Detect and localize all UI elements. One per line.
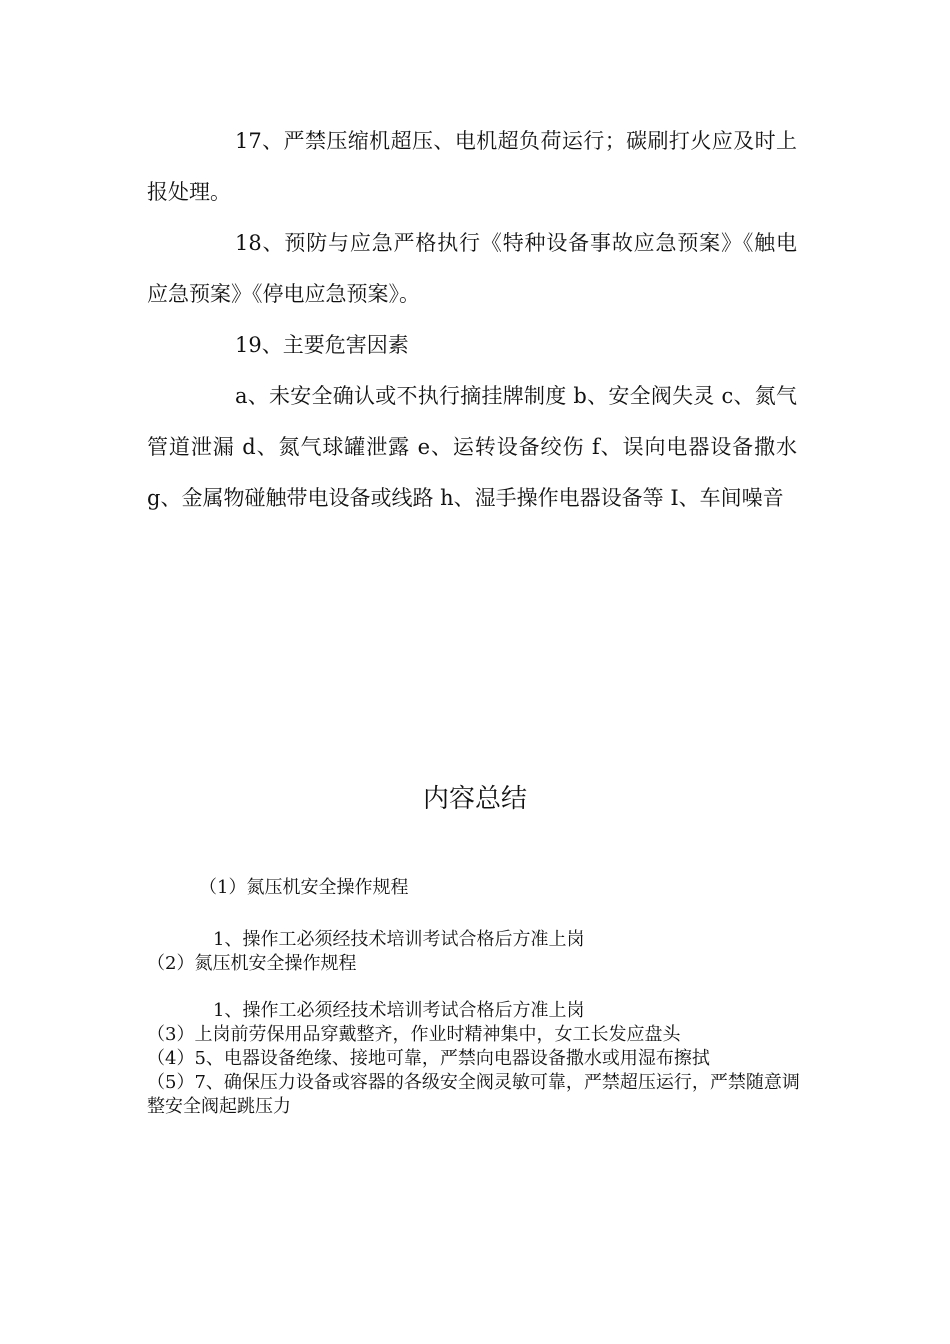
summary-line: 1、操作工必须经技术培训考试合格后方准上岗 (213, 1000, 585, 1021)
paragraph-19-hazards: a、未安全确认或不执行摘挂牌制度 b、安全阀失灵 c、氮气管道泄漏 d、氮气球罐泄露 e、运转设备绞伤 f、误向电器设备撒水 g、金属物碰触带电设备或线路 h、湿手操作电器设备等 I、车间噪音 (147, 384, 804, 510)
paragraph-17: 17、严禁压缩机超压、电机超负荷运行；碳刷打火应及时上报处理。 (147, 129, 797, 204)
paragraph-19-heading: 19、主要危害因素 (235, 333, 409, 357)
body-text (147, 116, 804, 524)
summary-line: 1、操作工必须经技术培训考试合格后方准上岗 (213, 929, 585, 950)
summary-title: 内容总结 (422, 784, 527, 814)
summary-line: （5）7、确保压力设备或容器的各级安全阀灵敏可靠，严禁超压运行，严禁随意调整安全阀起跳压力 (147, 1072, 800, 1117)
summary-line: （1）氮压机安全操作规程 (199, 877, 409, 898)
summary-line: （4）5、电器设备绝缘、接地可靠，严禁向电器设备撒水或用湿布擦拭 (147, 1048, 710, 1069)
summary-line: （2）氮压机安全操作规程 (147, 953, 357, 974)
paragraph-18: 18、预防与应急严格执行《特种设备事故应急预案》《触电应急预案》《停电应急预案》。 (147, 231, 797, 306)
summary-line: （3）上岗前劳保用品穿戴整齐，作业时精神集中，女工长发应盘头 (147, 1024, 681, 1045)
summary-section (147, 876, 807, 1119)
